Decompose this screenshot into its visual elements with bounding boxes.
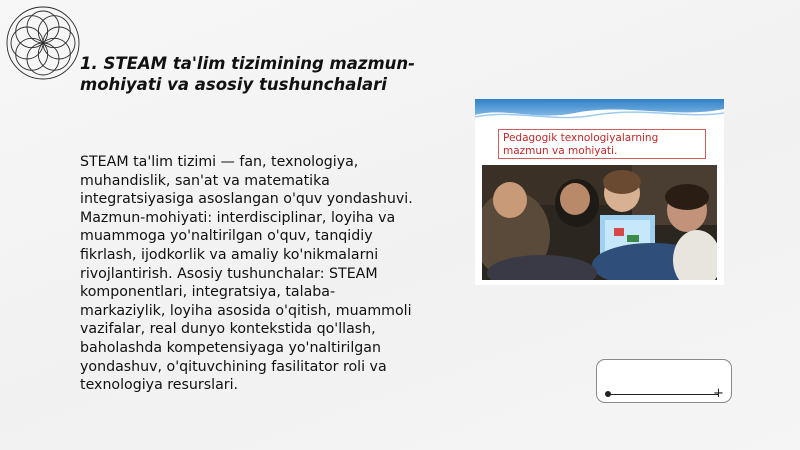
- slide-body-text: STEAM ta'lim tizimi — fan, texnologiya, muhandislik, san'at va matematika integratsiyasiga asoslangan o'quv yondashuvi. Mazmun-mohiyati: interdisciplinar, loyiha va muammoga yo'naltirilgan o'quv, tanqidiy fikrlash, ijodkorlik va amaliy ko'nikmalarni rivojlantirish. Asosiy tushunchalar: STEAM komponentlari, integratsiya, talaba-markaziylik, loyiha asosida o'qitish, muammoli vazifalar, real dunyo kontekstida qo'llash, baholashda kompetensiyaga yo'naltirilgan yondashuv, o'qituvchining fasilitator roli va texnologiya resurslari.: [80, 154, 413, 394]
- plus-icon[interactable]: +: [713, 386, 724, 401]
- playhead-dot-icon[interactable]: [605, 391, 611, 397]
- photo-caption: Pedagogik texnologiyalarning mazmun va mohiyati.: [498, 129, 706, 159]
- playback-track[interactable]: [609, 394, 719, 395]
- media-player-control[interactable]: [596, 359, 732, 403]
- slide-title: 1. STEAM ta'lim tizimining mazmun-mohiyati va asosiy tushunchalari: [80, 54, 415, 94]
- decorative-circles-icon: [4, 4, 82, 82]
- students-scene-image: [482, 165, 717, 280]
- classroom-photo: [475, 99, 724, 285]
- photo-header-band: [475, 99, 724, 127]
